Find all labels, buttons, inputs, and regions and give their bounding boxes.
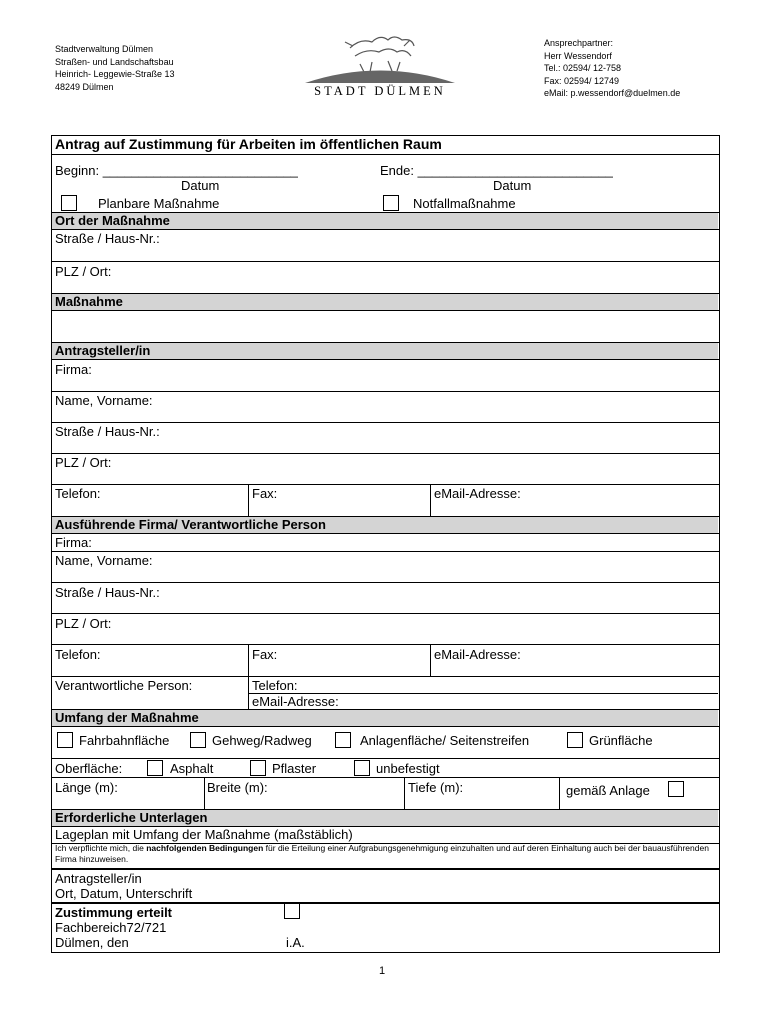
verantwortliche-person-field[interactable]: Verantwortliche Person: — [55, 678, 193, 693]
ausfuehrende-plz-field[interactable]: PLZ / Ort: — [55, 616, 112, 631]
unterlagen-header: Erforderliche Unterlagen — [55, 810, 208, 825]
sender-line: Stadtverwaltung Dülmen — [55, 44, 154, 54]
approval-dept: Fachbereich72/721 — [55, 920, 167, 935]
breite-field[interactable]: Breite (m): — [207, 780, 268, 795]
planbar-label: Planbare Maßnahme — [98, 196, 220, 211]
approval-ia: i.A. — [286, 935, 305, 950]
begin-datum-label: Datum — [181, 178, 220, 193]
verantwortliche-email-field[interactable]: eMail-Adresse: — [252, 694, 339, 709]
sender-line: 48249 Dülmen — [55, 81, 114, 92]
antragsteller-fax-field[interactable]: Fax: — [252, 486, 278, 501]
planbar-checkbox[interactable] — [61, 195, 77, 211]
contact-fax: Fax: 02594/ 12749 — [544, 75, 620, 86]
gruen-checkbox[interactable] — [567, 732, 583, 748]
massnahme-field[interactable] — [52, 311, 718, 341]
contact-tel: Tel.: 02594/ 12-758 — [544, 63, 622, 73]
sender-line: Heinrich- Leggewie-Straße 13 — [55, 69, 175, 79]
unbefestigt-label: unbefestigt — [376, 761, 440, 776]
ausfuehrende-telefon-field[interactable]: Telefon: — [55, 647, 101, 662]
gehweg-checkbox[interactable] — [190, 732, 206, 748]
asphalt-label: Asphalt — [170, 761, 214, 776]
signature-line: Ort, Datum, Unterschrift — [55, 886, 193, 901]
antragsteller-strasse-field[interactable]: Straße / Haus-Nr.: — [55, 424, 160, 439]
pflaster-label: Pflaster — [272, 761, 317, 776]
antragsteller-firma-field[interactable]: Firma: — [55, 362, 92, 377]
antragsteller-name-field[interactable]: Name, Vorname: — [55, 393, 153, 408]
note-text: für die Erteilung einer Aufgrabungsgenehmigung einzuhalten und auf deren Einhaltung auch bei der bauausführenden Firma hinzuweisen. — [55, 843, 709, 864]
ort-strasse-field[interactable]: Straße / Haus-Nr.: — [55, 231, 160, 246]
gehweg-label: Gehweg/Radweg — [212, 733, 312, 748]
verantwortliche-telefon-field[interactable]: Telefon: — [252, 678, 298, 693]
ort-plz-field[interactable]: PLZ / Ort: — [55, 264, 112, 279]
ausfuehrende-name-field[interactable]: Name, Vorname: — [55, 553, 153, 568]
notfall-checkbox[interactable] — [383, 195, 399, 211]
anlagen-checkbox[interactable] — [335, 732, 351, 748]
begin-field[interactable]: Beginn: ___________________________ — [55, 163, 298, 178]
ausfuehrende-fax-field[interactable]: Fax: — [252, 647, 278, 662]
logo-text: STADT DÜLMEN — [314, 84, 446, 98]
sender-line: Straßen- und Landschaftsbau — [55, 56, 174, 67]
anlage-label: gemäß Anlage — [566, 783, 650, 798]
asphalt-checkbox[interactable] — [147, 760, 163, 776]
antragsteller-telefon-field[interactable]: Telefon: — [55, 486, 101, 501]
note-text: Ich verpflichte mich, die — [55, 843, 147, 853]
oberflaeche-label: Oberfläche: — [55, 761, 123, 776]
anlagen-label: Anlagenfläche/ Seitenstreifen — [360, 733, 530, 748]
antragsteller-plz-field[interactable]: PLZ / Ort: — [55, 455, 112, 470]
form-title: Antrag auf Zustimmung für Arbeiten im öffentlichen Raum — [55, 136, 442, 152]
antragsteller-email-field[interactable]: eMail-Adresse: — [434, 486, 521, 501]
massnahme-header: Maßnahme — [55, 294, 123, 309]
notfall-label: Notfallmaßnahme — [413, 196, 516, 211]
approval-title: Zustimmung erteilt — [55, 905, 173, 920]
lageplan-label: Lageplan mit Umfang der Maßnahme (maßstäblich) — [55, 827, 353, 842]
city-logo — [300, 28, 460, 100]
end-datum-label: Datum — [493, 178, 532, 193]
contact-email[interactable]: eMail: p.wessendorf@duelmen.de — [544, 88, 681, 98]
ausfuehrende-header: Ausführende Firma/ Verantwortliche Person — [55, 517, 326, 532]
ausfuehrende-strasse-field[interactable]: Straße / Haus-Nr.: — [55, 585, 160, 600]
laenge-field[interactable]: Länge (m): — [55, 780, 118, 795]
approval-place: Dülmen, den — [55, 935, 129, 950]
ausfuehrende-email-field[interactable]: eMail-Adresse: — [434, 647, 521, 662]
ausfuehrende-firma-field[interactable]: Firma: — [55, 535, 92, 550]
antragsteller-header: Antragsteller/in — [55, 343, 151, 358]
contact-block — [544, 37, 680, 100]
contact-title: Ansprechpartner: — [544, 38, 614, 48]
sender-address — [55, 43, 175, 93]
horses-logo-icon — [300, 28, 460, 88]
pflaster-checkbox[interactable] — [250, 760, 266, 776]
fahrbahn-checkbox[interactable] — [57, 732, 73, 748]
note-bold-text: nachfolgenden Bedingungen — [146, 843, 264, 853]
commitment-note — [55, 843, 715, 865]
anlage-checkbox[interactable] — [668, 781, 684, 797]
contact-name: Herr Wessendorf — [544, 50, 612, 61]
unbefestigt-checkbox[interactable] — [354, 760, 370, 776]
end-field[interactable]: Ende: ___________________________ — [380, 163, 613, 178]
page-number: 1 — [379, 965, 386, 977]
tiefe-field[interactable]: Tiefe (m): — [408, 780, 464, 795]
fahrbahn-label: Fahrbahnfläche — [79, 733, 170, 748]
umfang-header: Umfang der Maßnahme — [55, 710, 199, 725]
gruen-label: Grünfläche — [589, 733, 653, 748]
approval-checkbox[interactable] — [284, 903, 300, 919]
ort-header: Ort der Maßnahme — [55, 213, 170, 228]
signature-line: Antragsteller/in — [55, 871, 142, 886]
